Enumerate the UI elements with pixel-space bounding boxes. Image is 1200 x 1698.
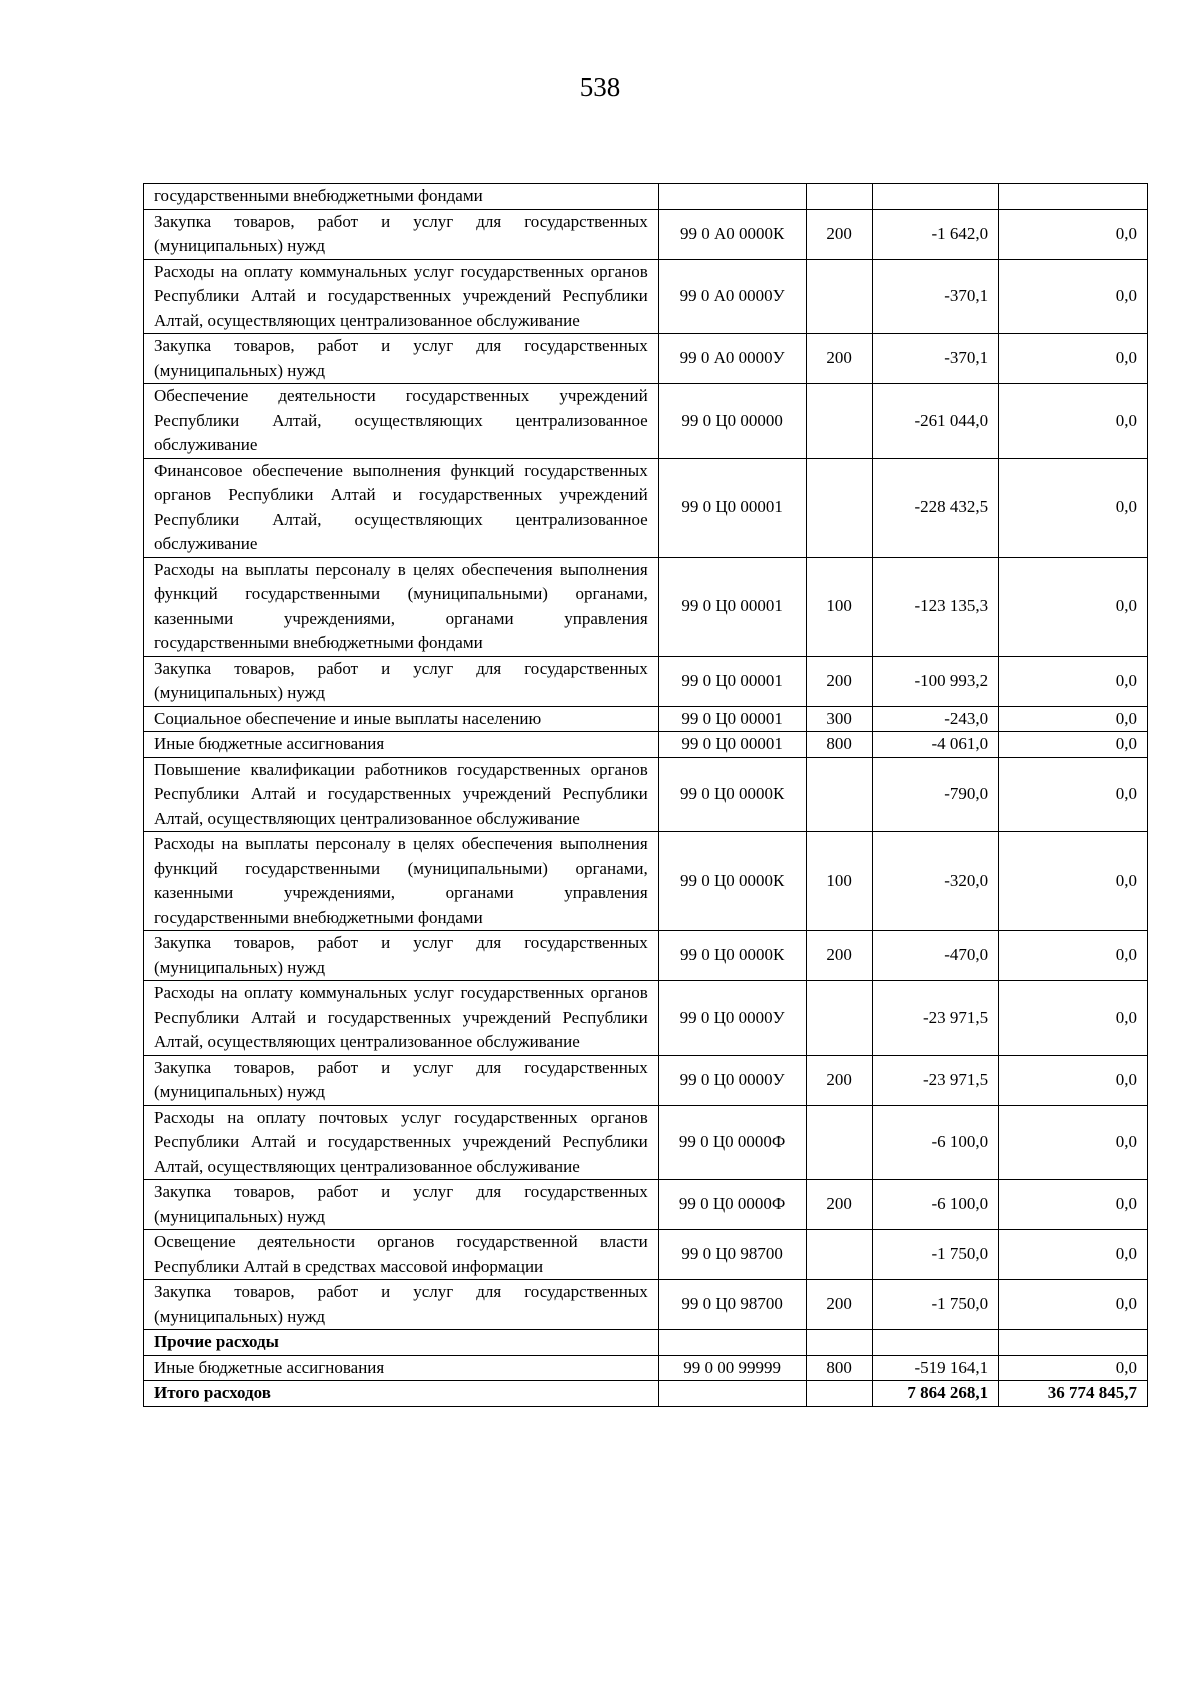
- table-row: [144, 384, 1148, 459]
- target-code-cell: 99 0 Ц0 00001: [658, 706, 806, 732]
- table-row: [144, 1230, 1148, 1280]
- table-row: [144, 732, 1148, 758]
- expense-type-cell: [806, 384, 872, 459]
- target-code-cell: 99 0 Ц0 0000К: [658, 931, 806, 981]
- expense-type-cell: 100: [806, 557, 872, 656]
- amount-total-cell: 0,0: [999, 384, 1148, 459]
- expense-type-cell: [806, 259, 872, 334]
- amount-change-cell: -370,1: [872, 259, 998, 334]
- expense-name-cell: Финансовое обеспечение выполнения функций государственных органов Республики Алтай и государственных учреждений Республики Алтай, осуществляющих централизованное обслуживание: [144, 458, 659, 557]
- expense-name-cell: Обеспечение деятельности государственных учреждений Республики Алтай, осуществляющих централизованное обслуживание: [144, 384, 659, 459]
- expense-name-cell: Прочие расходы: [144, 1330, 659, 1356]
- amount-total-cell: 0,0: [999, 981, 1148, 1056]
- amount-total-cell: [999, 1330, 1148, 1356]
- target-code-cell: 99 0 Ц0 00001: [658, 656, 806, 706]
- expense-type-cell: 800: [806, 1355, 872, 1381]
- amount-change-cell: -228 432,5: [872, 458, 998, 557]
- expense-name-cell: Закупка товаров, работ и услуг для государственных (муниципальных) нужд: [144, 334, 659, 384]
- expense-name-cell: Иные бюджетные ассигнования: [144, 1355, 659, 1381]
- target-code-cell: 99 0 А0 0000У: [658, 259, 806, 334]
- expense-type-cell: [806, 1230, 872, 1280]
- amount-change-cell: 7 864 268,1: [872, 1381, 998, 1407]
- amount-total-cell: 0,0: [999, 1180, 1148, 1230]
- amount-change-cell: -4 061,0: [872, 732, 998, 758]
- expense-type-cell: [806, 981, 872, 1056]
- expense-name-cell: Закупка товаров, работ и услуг для государственных (муниципальных) нужд: [144, 1055, 659, 1105]
- amount-total-cell: [999, 184, 1148, 210]
- expense-name-cell: Иные бюджетные ассигнования: [144, 732, 659, 758]
- amount-change-cell: -790,0: [872, 757, 998, 832]
- expense-name-cell: Расходы на оплату почтовых услуг государственных органов Республики Алтай и государственных учреждений Республики Алтай, осуществляющих централизованное обслуживание: [144, 1105, 659, 1180]
- table-row: [144, 1180, 1148, 1230]
- expense-type-cell: 800: [806, 732, 872, 758]
- expense-type-cell: 300: [806, 706, 872, 732]
- target-code-cell: 99 0 Ц0 0000К: [658, 757, 806, 832]
- amount-change-cell: -470,0: [872, 931, 998, 981]
- target-code-cell: 99 0 А0 0000К: [658, 209, 806, 259]
- table-row: [144, 209, 1148, 259]
- table-row: [144, 184, 1148, 210]
- amount-change-cell: -6 100,0: [872, 1105, 998, 1180]
- expense-type-cell: [806, 1381, 872, 1407]
- table-row: [144, 1105, 1148, 1180]
- amount-total-cell: 0,0: [999, 1280, 1148, 1330]
- expense-type-cell: [806, 757, 872, 832]
- amount-change-cell: -1 750,0: [872, 1280, 998, 1330]
- amount-change-cell: [872, 184, 998, 210]
- table-row: [144, 931, 1148, 981]
- table-row: [144, 1381, 1148, 1407]
- table-body: [144, 184, 1148, 1407]
- target-code-cell: 99 0 Ц0 00001: [658, 458, 806, 557]
- page-number: 538: [579, 72, 621, 102]
- expense-name-cell: Закупка товаров, работ и услуг для государственных (муниципальных) нужд: [144, 1280, 659, 1330]
- amount-total-cell: 0,0: [999, 732, 1148, 758]
- target-code-cell: 99 0 00 99999: [658, 1355, 806, 1381]
- expense-type-cell: [806, 458, 872, 557]
- amount-change-cell: -243,0: [872, 706, 998, 732]
- expense-type-cell: [806, 184, 872, 210]
- amount-total-cell: 0,0: [999, 259, 1148, 334]
- amount-change-cell: -1 642,0: [872, 209, 998, 259]
- expense-type-cell: [806, 1330, 872, 1356]
- expense-name-cell: Социальное обеспечение и иные выплаты населению: [144, 706, 659, 732]
- expense-name-cell: Расходы на оплату коммунальных услуг государственных органов Республики Алтай и государственных учреждений Республики Алтай, осуществляющих централизованное обслуживание: [144, 259, 659, 334]
- table-row: [144, 334, 1148, 384]
- expense-type-cell: 100: [806, 832, 872, 931]
- amount-total-cell: 0,0: [999, 557, 1148, 656]
- expense-type-cell: 200: [806, 209, 872, 259]
- expense-name-cell: Закупка товаров, работ и услуг для государственных (муниципальных) нужд: [144, 656, 659, 706]
- expense-name-cell: Освещение деятельности органов государственной власти Республики Алтай в средствах массовой информации: [144, 1230, 659, 1280]
- amount-total-cell: 0,0: [999, 458, 1148, 557]
- table-row: [144, 832, 1148, 931]
- target-code-cell: [658, 1330, 806, 1356]
- table-row: [144, 557, 1148, 656]
- expense-type-cell: [806, 1105, 872, 1180]
- amount-change-cell: -6 100,0: [872, 1180, 998, 1230]
- amount-total-cell: 0,0: [999, 931, 1148, 981]
- target-code-cell: 99 0 Ц0 00001: [658, 732, 806, 758]
- amount-total-cell: 0,0: [999, 757, 1148, 832]
- target-code-cell: 99 0 Ц0 98700: [658, 1280, 806, 1330]
- amount-total-cell: 36 774 845,7: [999, 1381, 1148, 1407]
- expense-name-cell: Расходы на выплаты персоналу в целях обеспечения выполнения функций государственными (муниципальными) органами, казенными учреждениями, органами управления государственными внебюджетными фондами: [144, 832, 659, 931]
- amount-change-cell: -519 164,1: [872, 1355, 998, 1381]
- expense-type-cell: 200: [806, 931, 872, 981]
- amount-total-cell: 0,0: [999, 1105, 1148, 1180]
- amount-total-cell: 0,0: [999, 334, 1148, 384]
- amount-change-cell: -370,1: [872, 334, 998, 384]
- amount-change-cell: [872, 1330, 998, 1356]
- table-row: [144, 1055, 1148, 1105]
- expense-type-cell: 200: [806, 656, 872, 706]
- target-code-cell: 99 0 Ц0 0000К: [658, 832, 806, 931]
- expense-name-cell: Расходы на выплаты персоналу в целях обеспечения выполнения функций государственными (муниципальными) органами, казенными учреждениями, органами управления государственными внебюджетными фондами: [144, 557, 659, 656]
- expense-name-cell: Повышение квалификации работников государственных органов Республики Алтай и государственных учреждений Республики Алтай, осуществляющих централизованное обслуживание: [144, 757, 659, 832]
- target-code-cell: [658, 1381, 806, 1407]
- amount-total-cell: 0,0: [999, 1230, 1148, 1280]
- budget-table: [143, 183, 1148, 1407]
- amount-total-cell: 0,0: [999, 1355, 1148, 1381]
- expense-name-cell: Закупка товаров, работ и услуг для государственных (муниципальных) нужд: [144, 931, 659, 981]
- amount-change-cell: -1 750,0: [872, 1230, 998, 1280]
- target-code-cell: 99 0 Ц0 0000У: [658, 1055, 806, 1105]
- table-row: [144, 1355, 1148, 1381]
- expense-name-cell: Расходы на оплату коммунальных услуг государственных органов Республики Алтай и государственных учреждений Республики Алтай, осуществляющих централизованное обслуживание: [144, 981, 659, 1056]
- amount-change-cell: -23 971,5: [872, 981, 998, 1056]
- target-code-cell: 99 0 Ц0 0000У: [658, 981, 806, 1056]
- amount-change-cell: -261 044,0: [872, 384, 998, 459]
- target-code-cell: 99 0 А0 0000У: [658, 334, 806, 384]
- amount-change-cell: -23 971,5: [872, 1055, 998, 1105]
- target-code-cell: 99 0 Ц0 00000: [658, 384, 806, 459]
- table-row: [144, 706, 1148, 732]
- amount-change-cell: -123 135,3: [872, 557, 998, 656]
- table-row: [144, 458, 1148, 557]
- expense-type-cell: 200: [806, 334, 872, 384]
- amount-total-cell: 0,0: [999, 832, 1148, 931]
- amount-total-cell: 0,0: [999, 1055, 1148, 1105]
- table-row: [144, 981, 1148, 1056]
- amount-total-cell: 0,0: [999, 706, 1148, 732]
- target-code-cell: 99 0 Ц0 0000Ф: [658, 1180, 806, 1230]
- expense-name-cell: государственными внебюджетными фондами: [144, 184, 659, 210]
- table-row: [144, 1330, 1148, 1356]
- expense-name-cell: Закупка товаров, работ и услуг для государственных (муниципальных) нужд: [144, 1180, 659, 1230]
- table-row: [144, 757, 1148, 832]
- target-code-cell: 99 0 Ц0 98700: [658, 1230, 806, 1280]
- expense-type-cell: 200: [806, 1280, 872, 1330]
- expense-type-cell: 200: [806, 1055, 872, 1105]
- expense-name-cell: Итого расходов: [144, 1381, 659, 1407]
- expense-name-cell: Закупка товаров, работ и услуг для государственных (муниципальных) нужд: [144, 209, 659, 259]
- table-row: [144, 656, 1148, 706]
- target-code-cell: 99 0 Ц0 00001: [658, 557, 806, 656]
- amount-change-cell: -320,0: [872, 832, 998, 931]
- expense-type-cell: 200: [806, 1180, 872, 1230]
- table-row: [144, 259, 1148, 334]
- target-code-cell: 99 0 Ц0 0000Ф: [658, 1105, 806, 1180]
- amount-total-cell: 0,0: [999, 209, 1148, 259]
- amount-total-cell: 0,0: [999, 656, 1148, 706]
- amount-change-cell: -100 993,2: [872, 656, 998, 706]
- table-row: [144, 1280, 1148, 1330]
- target-code-cell: [658, 184, 806, 210]
